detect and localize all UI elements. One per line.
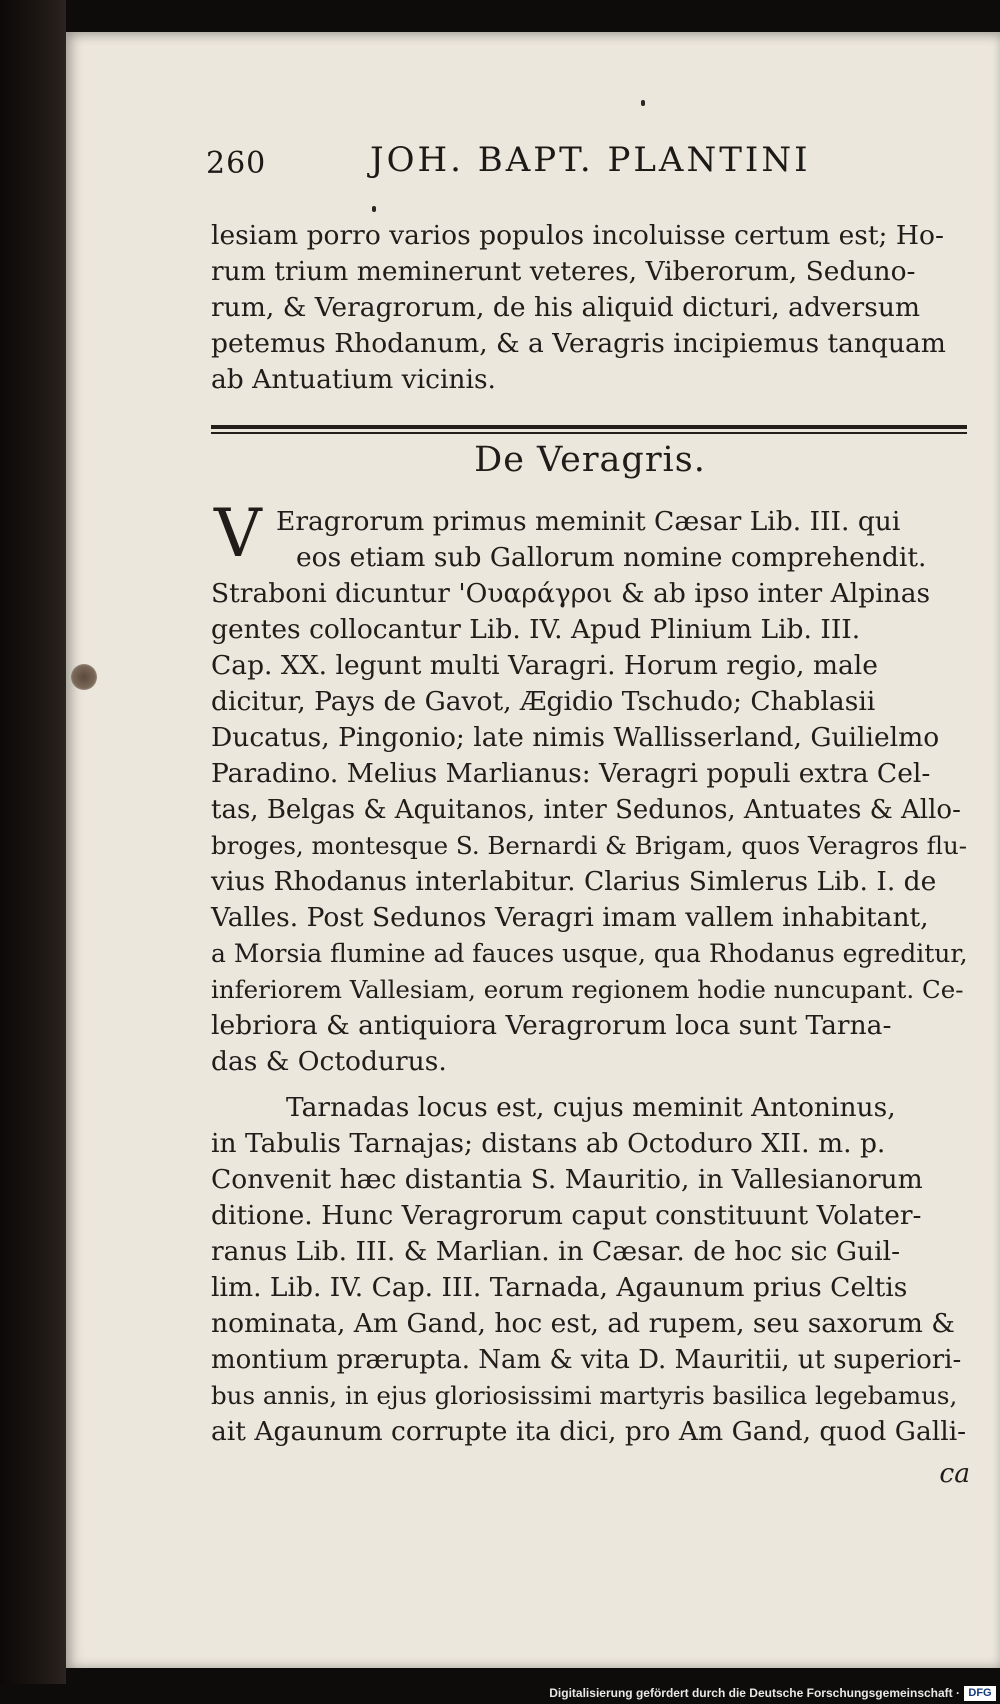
text-line: lim. Lib. IV. Cap. III. Tarnada, Agaunum prius Celtis [211,1272,908,1303]
text-line: tas, Belgas & Aquitanos, inter Sedunos, Antuates & Allo- [211,795,961,825]
section-rule-thin [211,432,967,434]
text-line: ditione. Hunc Veragrorum caput constituunt Volater- [211,1200,922,1231]
text-line: lebriora & antiquiora Veragrorum loca sunt Tarna- [211,1010,892,1041]
print-mark [641,100,645,106]
running-title: JOH. BAPT. PLANTINI [370,140,811,180]
text-line: Valles. Post Sedunos Veragri imam vallem inhabitant, [211,902,929,933]
text-line: rum trium meminerunt veteres, Viberorum, Seduno- [211,256,916,287]
text-line: rum, & Veragrorum, de his aliquid dicturi, adversum [211,292,921,323]
section-title: De Veragris. [474,440,706,480]
text-line: nominata, Am Gand, hoc est, ad rupem, seu saxorum & [211,1308,955,1339]
text-line: dicitur, Pays de Gavot, Ægidio Tschudo; Chablasii [211,686,876,717]
text-line: das & Octodurus. [211,1046,447,1077]
dfg-logo: DFG [964,1686,996,1701]
text-line: ranus Lib. III. & Marlian. in Cæsar. de hoc sic Guil- [211,1236,901,1267]
text-line: petemus Rhodanum, & a Veragris incipiemus tanquam [211,328,946,359]
text-line: broges, montesque S. Bernardi & Brigam, quos Veragros flu- [211,831,967,860]
text-line: Convenit hæc distantia S. Mauritio, in Vallesianorum [211,1164,923,1195]
digitization-credit: Digitalisierung gefördert durch die Deutsche Forschungsgemeinschaft · [549,1686,960,1700]
text-line: ait Agaunum corrupte ita dici, pro Am Gand, quod Galli- [211,1416,967,1447]
text-line: Straboni dicuntur 'Ουαράγροι & ab ipso inter Alpinas [211,578,931,609]
text-line: gentes collocantur Lib. IV. Apud Plinium Lib. III. [211,614,861,645]
text-line: in Tabulis Tarnajas; distans ab Octoduro XII. m. p. [211,1128,886,1159]
text-line: ab Antuatium vicinis. [211,364,496,395]
print-mark [372,206,376,212]
text-line: Cap. XX. legunt multi Varagri. Horum regio, male [211,650,878,681]
running-header [206,140,836,190]
text-line: bus annis, in ejus gloriosissimi martyris basilica legebamus, [211,1381,958,1410]
text-line: Tarnadas locus est, cujus meminit Antoninus, [286,1092,896,1123]
text-line: eos etiam sub Gallorum nomine comprehendit. [296,542,927,573]
book-spine [0,0,66,1704]
text-line: a Morsia flumine ad fauces usque, qua Rhodanus egreditur, [211,939,968,968]
page-number: 260 [206,146,267,181]
text-line: inferiorem Vallesiam, eorum regionem hodie nuncupant. Ce- [211,975,964,1004]
drop-cap: V [214,495,262,572]
catchword: ca [939,1458,970,1489]
text-line: Ducatus, Pingonio; late nimis Wallisserland, Guilielmo [211,722,940,753]
text-line: vius Rhodanus interlabitur. Clarius Simlerus Lib. I. de [211,866,937,897]
text-line: Eragrorum primus meminit Cæsar Lib. III. qui [276,506,901,537]
text-line: montium prærupta. Nam & vita D. Mauritii, ut superiori- [211,1345,962,1375]
text-line: lesiam porro varios populos incoluisse certum est; Ho- [211,220,944,251]
section-rule [211,425,967,429]
text-line: Paradino. Melius Marlianus: Veragri populi extra Cel- [211,758,931,789]
paper-stain [71,664,97,690]
